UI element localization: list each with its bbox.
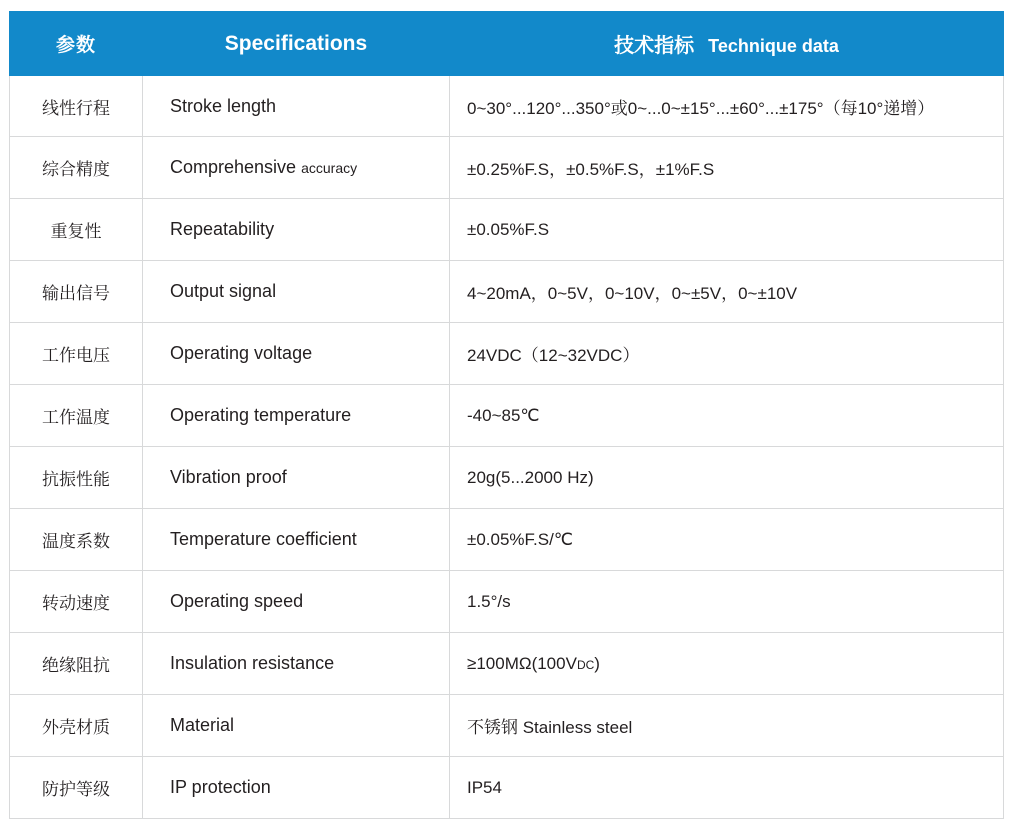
table-row [10,385,1004,447]
table-row [10,76,1004,137]
row-value: 24VDC（12~32VDC） [450,323,1004,385]
row-param-en: Repeatability [143,199,450,261]
row-value [450,633,1004,695]
table-body [10,76,1004,819]
row-param-cn: 温度系数 [10,509,143,571]
header-parameter: 参数 [10,12,143,76]
row-param-cn: 防护等级 [10,757,143,819]
row-param-en: Operating voltage [143,323,450,385]
row-value: ±0.05%F.S/℃ [450,509,1004,571]
row-param-en: Operating temperature [143,385,450,447]
row-param-en: Material [143,695,450,757]
row-param-cn: 抗振性能 [10,447,143,509]
row-value: 不锈钢 Stainless steel [450,695,1004,757]
table-row [10,447,1004,509]
row-param-cn: 线性行程 [10,76,143,137]
row-param-en: Stroke length [143,76,450,137]
row-param-en-main: Comprehensive [170,157,297,177]
row-param-en: IP protection [143,757,450,819]
row-value: -40~85℃ [450,385,1004,447]
row-value: 4~20mA，0~5V，0~10V，0~±5V，0~±10V [450,261,1004,323]
table-row [10,509,1004,571]
table-row [10,137,1004,199]
row-value: IP54 [450,757,1004,819]
row-param-en: Insulation resistance [143,633,450,695]
row-param-cn: 绝缘阻抗 [10,633,143,695]
table-header [10,12,1004,76]
row-param-en: Output signal [143,261,450,323]
table-row [10,571,1004,633]
row-value: ±0.05%F.S [450,199,1004,261]
row-param-en-sub: accuracy [301,160,358,176]
row-value-tail: ) [594,653,600,673]
row-value: 0~30°...120°...350°或0~...0~±15°...±60°...±175°（每10°递增） [450,76,1004,137]
table-row [10,633,1004,695]
row-param-cn: 工作电压 [10,323,143,385]
table-row [10,695,1004,757]
row-param-cn: 工作温度 [10,385,143,447]
row-value: 20g(5...2000 Hz) [450,447,1004,509]
row-param-en: Vibration proof [143,447,450,509]
table-row [10,261,1004,323]
header-specifications: Specifications [143,12,450,76]
header-technique-data-cn: 技术指标 [614,35,695,57]
row-param-cn: 综合精度 [10,137,143,199]
row-param-en: Temperature coefficient [143,509,450,571]
row-param-cn: 重复性 [10,199,143,261]
row-value: 1.5°/s [450,571,1004,633]
header-technique-data-en: Technique data [708,36,839,56]
row-param-en: Operating speed [143,571,450,633]
row-param-cn: 外壳材质 [10,695,143,757]
header-technique-data [450,12,1004,76]
table-row [10,323,1004,385]
row-param-cn: 转动速度 [10,571,143,633]
specifications-table [9,11,1004,819]
table-header-row [10,12,1004,76]
row-param-en [143,137,450,199]
row-value-main: ≥100MΩ(100V [467,653,577,673]
table-row [10,199,1004,261]
row-param-cn: 输出信号 [10,261,143,323]
row-value: ±0.25%F.S，±0.5%F.S，±1%F.S [450,137,1004,199]
row-value-sub: DC [576,657,595,672]
table-row [10,757,1004,819]
